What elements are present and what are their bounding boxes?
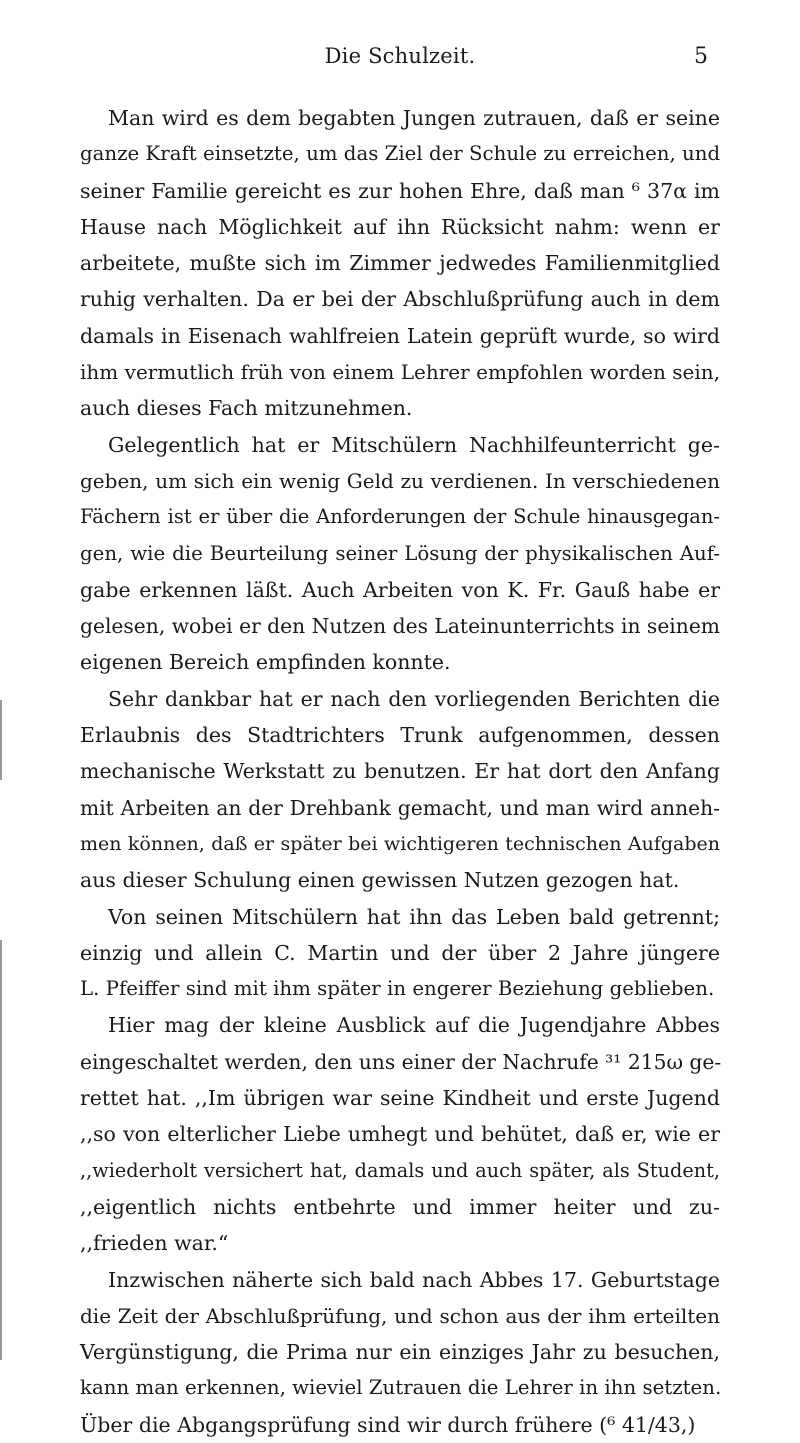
- text-line: L. Pfeiffer sind mit ihm später in engerer Beziehung geblieben.: [80, 977, 715, 1001]
- page-number: 5: [694, 44, 708, 69]
- body-text: [80, 100, 720, 1443]
- text-line: Vergünstigung, die Prima nur ein einziges Jahr zu besuchen,: [80, 1340, 720, 1365]
- text-line: mechanische Werkstatt zu benutzen. Er hat dort den Anfang: [80, 759, 720, 784]
- text-line: rettet hat. ,,Im übrigen war seine Kindheit und erste Jugend: [80, 1086, 720, 1111]
- text-line: damals in Eisenach wahlfreien Latein geprüft wurde, so wird: [80, 323, 720, 348]
- text-line: Hier mag der kleine Ausblick auf die Jugendjahre Abbes: [108, 1013, 720, 1038]
- text-line: aus dieser Schulung einen gewissen Nutzen gezogen hat.: [80, 868, 680, 893]
- text-line: gen, wie die Beurteilung seiner Lösung der physikalischen Auf-: [80, 541, 720, 565]
- text-line: ruhig verhalten. Da er bei der Abschlußprüfung auch in dem: [80, 287, 720, 312]
- text-line: Von seinen Mitschülern hat ihn das Leben bald getrennt;: [108, 904, 720, 929]
- scan-edge-mark: [0, 700, 2, 780]
- running-header: [80, 44, 720, 80]
- text-line: Inzwischen näherte sich bald nach Abbes 17. Geburtstage: [108, 1267, 720, 1292]
- text-line: Man wird es dem begabten Jungen zutrauen, daß er seine: [108, 106, 720, 130]
- text-line: auch dieses Fach mitzunehmen.: [80, 396, 413, 421]
- text-line: ,,frieden war.“: [80, 1231, 229, 1256]
- text-line: Fächern ist er über die Anforderungen der Schule hinausgegan-: [80, 505, 720, 529]
- text-line: mit Arbeiten an der Drehbank gemacht, und man wird anneh-: [80, 795, 720, 820]
- text-line: eigenen Bereich empfinden konnte.: [80, 650, 451, 675]
- text-line: ,,eigentlich nichts entbehrte und immer heiter und zu-: [80, 1194, 720, 1219]
- text-line: gelesen, wobei er den Nutzen des Lateinunterrichts in seinem: [80, 614, 721, 639]
- text-line: ,,wiederholt versichert hat, damals und auch später, als Student,: [80, 1158, 720, 1182]
- text-line: ,,so von elterlicher Liebe umhegt und behütet, daß er, wie er: [80, 1122, 720, 1147]
- text-line: einzig und allein C. Martin und der über 2 Jahre jüngere: [80, 940, 720, 965]
- text-line: ganze Kraft einsetzte, um das Ziel der Schule zu erreichen, und: [80, 142, 721, 166]
- text-line: Gelegentlich hat er Mitschülern Nachhilfeunterricht ge-: [108, 432, 720, 457]
- text-line: Hause nach Möglichkeit auf ihn Rücksicht nahm: wenn er: [80, 214, 720, 239]
- scan-edge-mark: [0, 940, 2, 1360]
- text-line: geben, um sich ein wenig Geld zu verdienen. In verschiedenen: [80, 468, 720, 493]
- text-line: men können, daß er später bei wichtigeren technischen Aufgaben: [80, 832, 720, 855]
- text-line: eingeschaltet werden, den uns einer der Nachrufe ³¹ 215ω ge-: [80, 1049, 722, 1074]
- text-line: die Zeit der Abschlußprüfung, und schon aus der ihm erteilten: [80, 1303, 720, 1328]
- text-line: Über die Abgangsprüfung sind wir durch frühere (⁶ 41/43,): [80, 1412, 696, 1437]
- text-line: seiner Familie gereicht es zur hohen Ehre, daß man ⁶ 37α im: [80, 178, 720, 203]
- text-line: gabe erkennen läßt. Auch Arbeiten von K. Fr. Gauß habe er: [80, 577, 720, 602]
- text-line: ihm vermutlich früh von einem Lehrer empfohlen worden sein,: [80, 360, 720, 385]
- text-line: kann man erkennen, wieviel Zutrauen die Lehrer in ihn setzten.: [80, 1376, 722, 1400]
- running-title: Die Schulzeit.: [324, 44, 476, 68]
- text-line: Sehr dankbar hat er nach den vorliegenden Berichten die: [108, 686, 720, 711]
- text-line: arbeitete, mußte sich im Zimmer jedwedes Familienmitglied: [80, 251, 720, 276]
- text-line: Erlaubnis des Stadtrichters Trunk aufgenommen, dessen: [80, 723, 720, 748]
